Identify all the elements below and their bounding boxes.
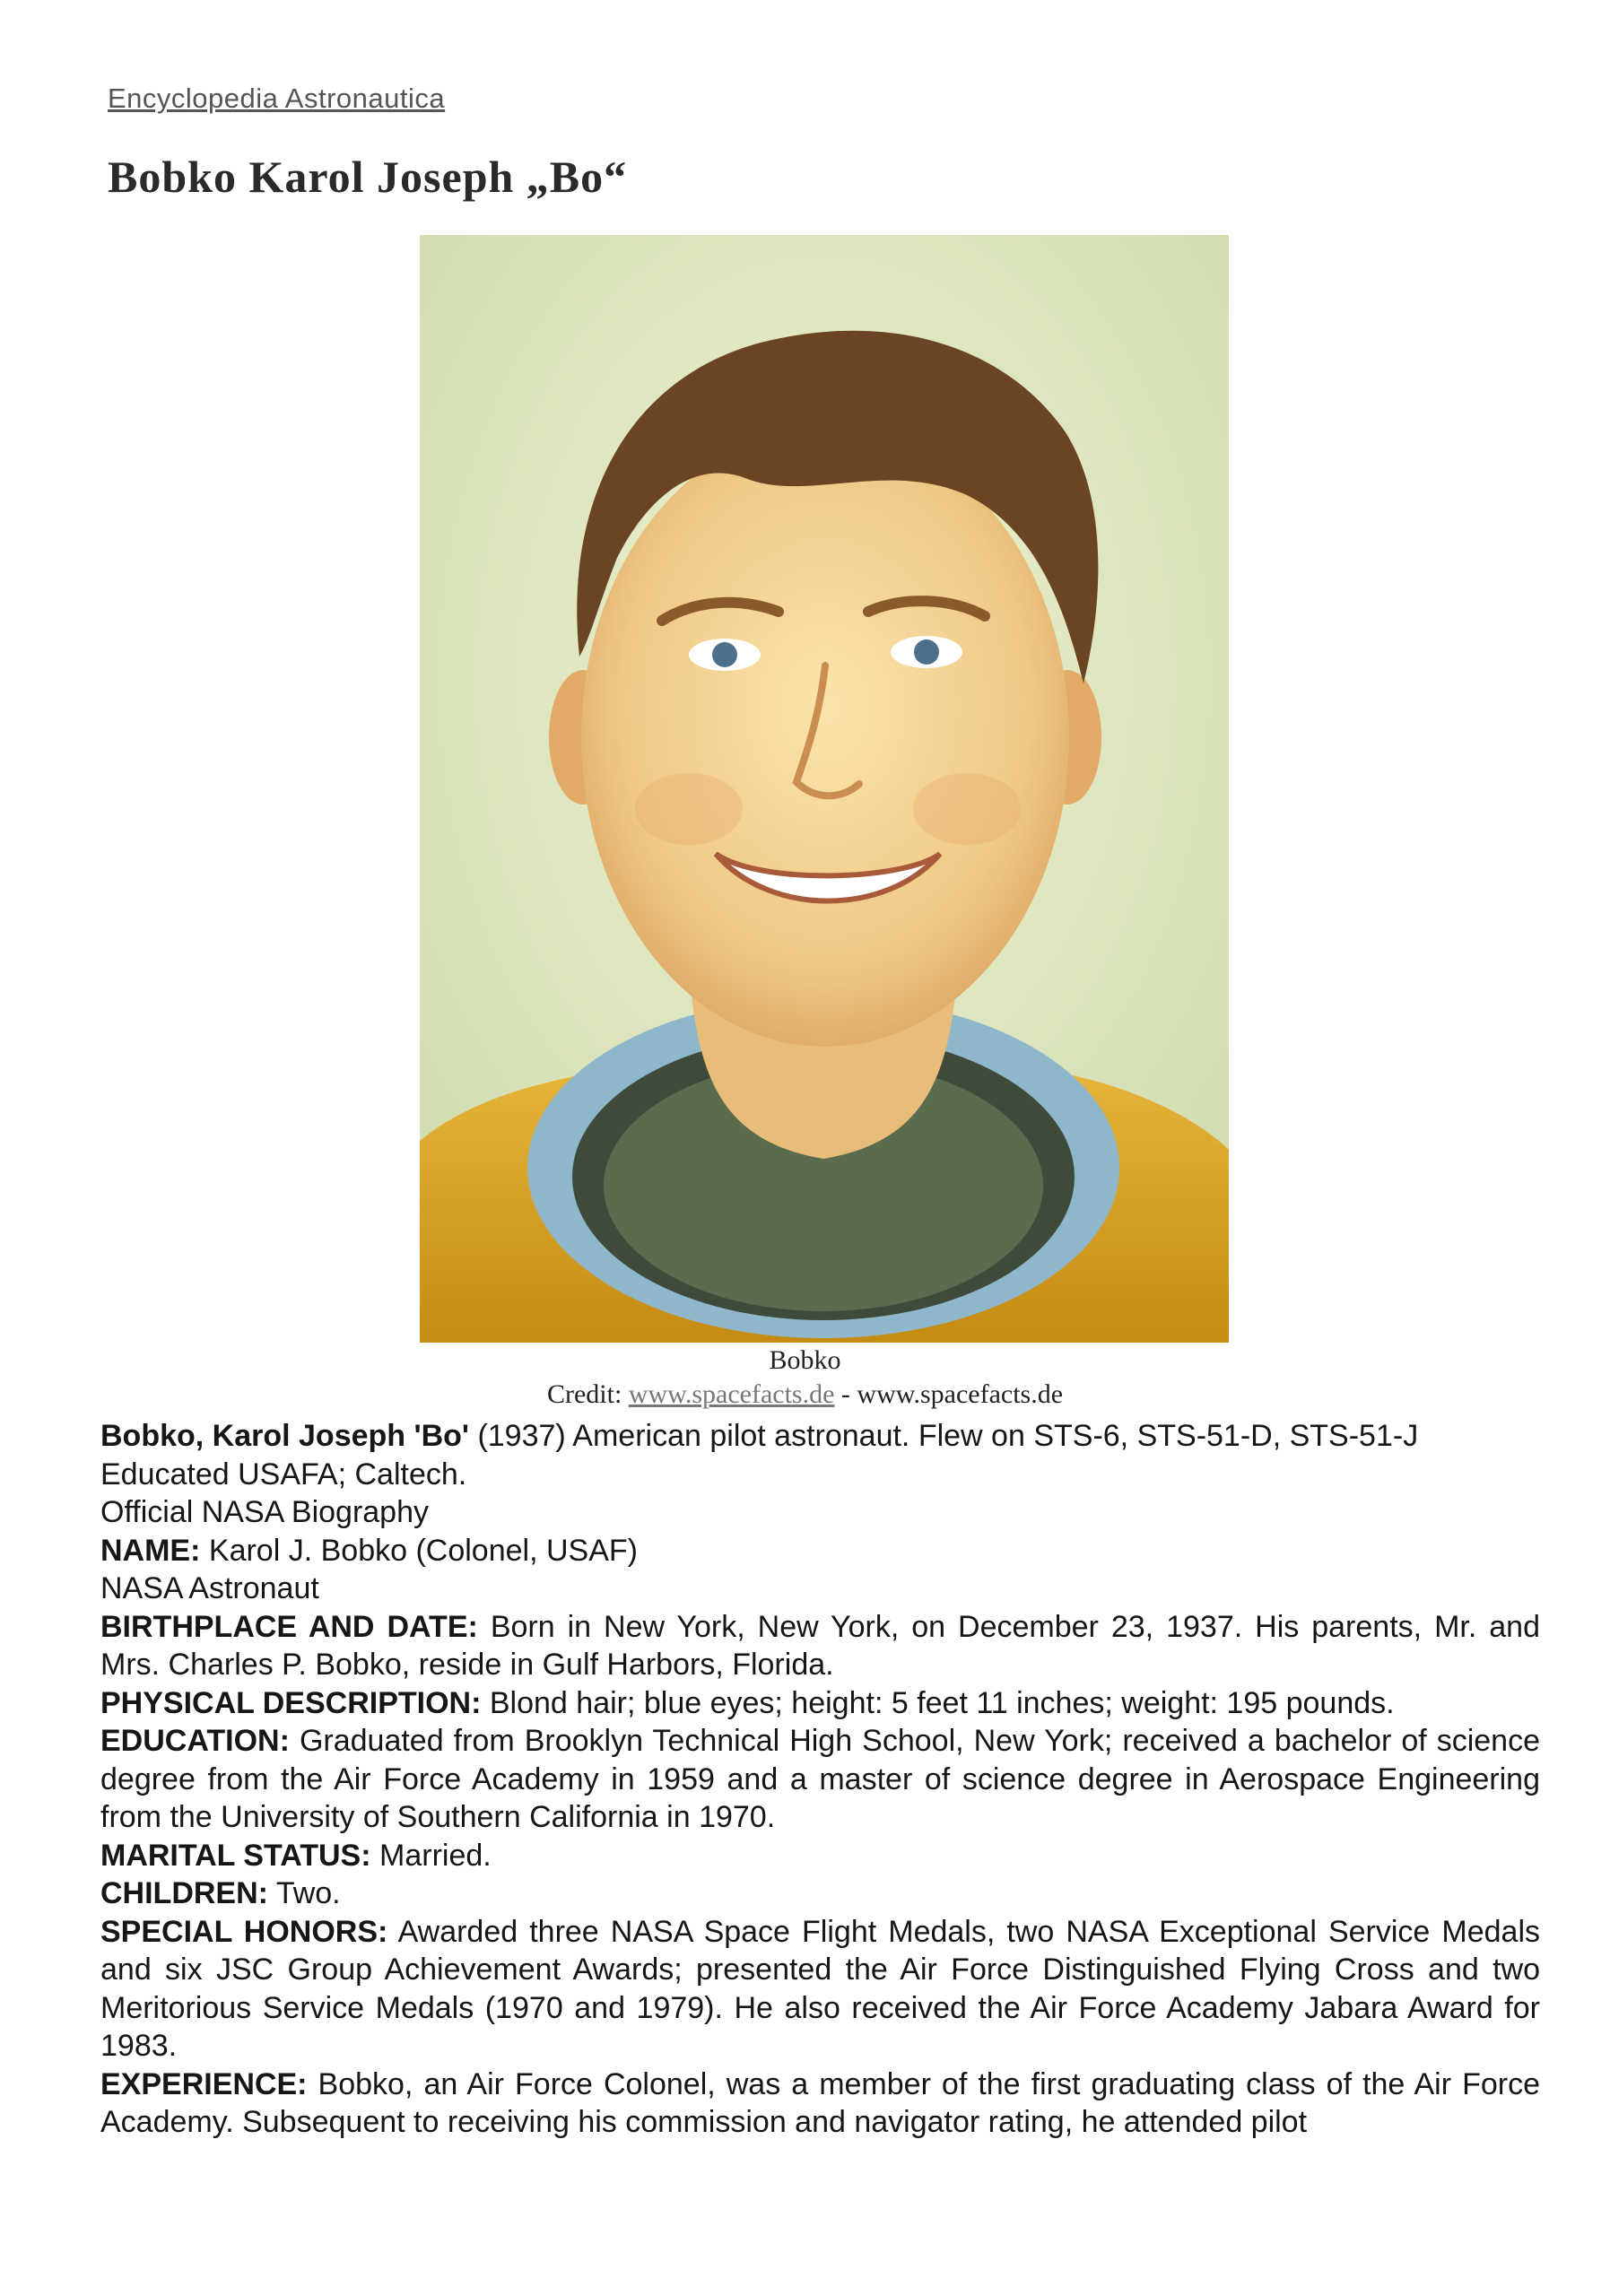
page-title: Bobko Karol Joseph „Bo“ [108,152,628,202]
photo-credit [0,1379,1610,1410]
field-text: Born in New York, New York, on December 23, 1937. His parents, Mr. and Mrs. Charles P. Bobko, reside in Gulf Harbors, Florida. [100,1609,1540,1682]
field-label: PHYSICAL DESCRIPTION: [100,1685,482,1720]
field-text: Blond hair; blue eyes; height: 5 feet 11 inches; weight: 195 pounds. [489,1685,1395,1720]
credit-text: www.spacefacts.de [857,1379,1064,1409]
bio-official-line: Official NASA Biography [100,1495,429,1529]
bio-field-physical [100,1684,1540,1723]
biography [100,1417,1540,2142]
field-label: EDUCATION: [100,1724,290,1758]
bio-summary [100,1417,1540,1456]
field-text: Karol J. Bobko (Colonel, USAF) [208,1533,638,1568]
field-text: Two. [275,1876,341,1910]
field-text: Married. [379,1838,492,1873]
credit-link[interactable]: www.spacefacts.de [628,1379,835,1409]
field-label: EXPERIENCE: [100,2066,308,2101]
astronaut-portrait [420,235,1229,1343]
photo-caption: Bobko [769,1345,841,1375]
bio-field-birthplace [100,1608,1540,1684]
bio-field-experience [100,2066,1540,2142]
bio-field-marital [100,1837,1540,1875]
field-text: Graduated from Brooklyn Technical High School, New York; received a bachelor of science degree from the Air Force Academy in 1959 and a master of science degree in Aerospace Engineering from the University of Southern California in 1970. [100,1724,1540,1834]
field-label: BIRTHPLACE AND DATE: [100,1609,478,1644]
field-text: Awarded three NASA Space Flight Medals, two NASA Exceptional Service Medals and six JSC Group Achievement Awards; presented the Air Force Distinguished Flying Cross and two Meritorious Service Medals (1970 and 1979). He also received the Air Force Academy Jabara Award for 1983. [100,1914,1541,2063]
credit-label: Credit: [546,1379,622,1409]
field-label: SPECIAL HONORS: [100,1914,388,1949]
field-label: MARITAL STATUS: [100,1838,371,1873]
bio-summary-name: Bobko, Karol Joseph 'Bo' [100,1419,469,1453]
bio-field-children [100,1874,1540,1913]
field-label: NAME: [100,1533,201,1568]
credit-separator: - [840,1379,850,1409]
bio-field-honors [100,1913,1540,2066]
bio-field-education [100,1722,1540,1837]
bio-field-name [100,1532,1540,1570]
bio-summary-text: (1937) American pilot astronaut. Flew on STS-6, STS-51-D, STS-51-J [477,1419,1419,1453]
field-text: Bobko, an Air Force Colonel, was a member of the first graduating class of the Air Force Academy. Subsequent to receiving his commission and navigator rating, he attended pilot [100,2066,1540,2139]
site-header-link[interactable]: Encyclopedia Astronautica [108,83,446,114]
bio-field-rank [100,1570,1540,1608]
bio-education-line: Educated USAFA; Caltech. [100,1457,467,1492]
field-label: CHILDREN: [100,1876,268,1910]
field-text: NASA Astronaut [100,1571,319,1605]
